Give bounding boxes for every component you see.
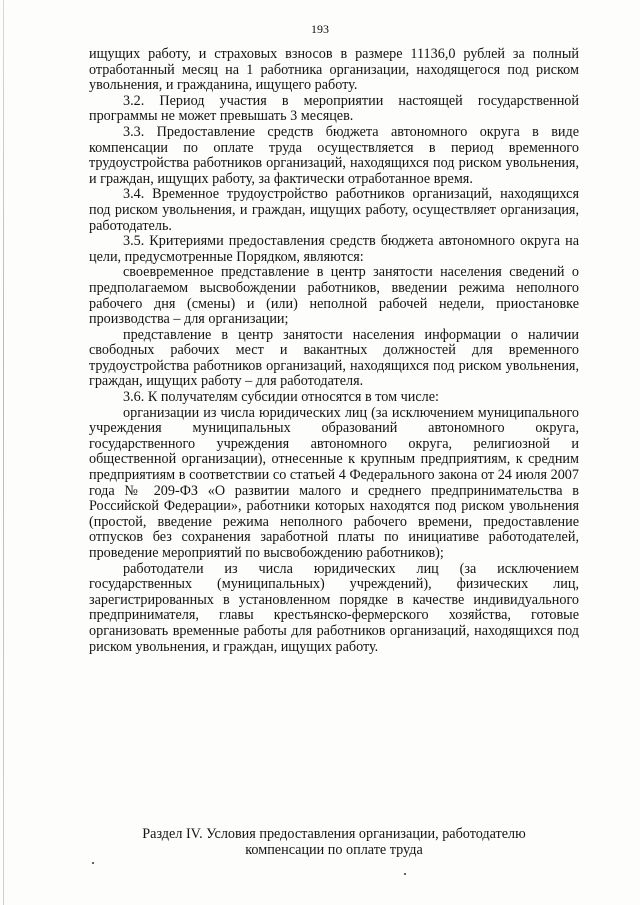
paragraph-continuation: ищущих работу, и страховых взносов в размере 11136,0 рублей за полный отработанный месяц на 1 работника организации, находящегося под риском увольнения, и гражданина, ищущего работу.: [89, 46, 579, 94]
scan-speck: [404, 873, 406, 875]
criteria-item-2: представление в центр занятости населения информации о наличии свободных рабочих мест и вакантных должностей для временного трудоустройства работников организаций, находящихся под риском увольнения, граждан, ищущих работу – для работодателя.: [89, 326, 579, 390]
section-heading-line-2: компенсации по оплате труда: [245, 842, 423, 858]
paragraph-3-2: 3.2. Период участия в мероприятии настоящей государственной программы не может превышать 3 месяцев.: [89, 92, 579, 125]
section-heading: [89, 826, 579, 858]
section-heading-line-1: Раздел IV. Условия предоставления организации, работодателю: [142, 826, 526, 842]
scan-speck: [92, 862, 94, 864]
body-text: [89, 47, 579, 655]
recipients-item-1: организации из числа юридических лиц (за исключением муниципального учреждения муниципальных образований автономного округа, государственного учреждения автономного округа, религиозной и общественной организации), отнесенные к крупным предприятиям, к средним предприятиям в соответствии со статьей 4 Федерального закона от 24 июля 2007 года № 209-ФЗ «О развитии малого и среднего предпринимательства в Российской Федерации», работники которых находятся под риском увольнения (простой, введение режима неполного рабочего времени, предоставление отпусков без сохранения заработной платы по инициативе работодателей, проведение мероприятий по высвобождению работников);: [89, 404, 579, 561]
paragraph-3-3: 3.3. Предоставление средств бюджета автономного округа в виде компенсации по оплате труда осуществляется в период временного трудоустройства работников организаций, находящихся под риском увольнения, и граждан, ищущих работу, за фактически отработанное время.: [89, 123, 579, 187]
paragraph-3-6: 3.6. К получателям субсидии относятся в том числе:: [123, 389, 439, 406]
paragraph-3-5: 3.5. Критериями предоставления средств бюджета автономного округа на цели, предусмотренные Порядком, являются:: [89, 233, 579, 265]
scan-edge: [3, 0, 4, 905]
page-number: 193: [311, 22, 329, 36]
recipients-item-2: работодатели из числа юридических лиц (за исключением государственных (муниципальных) учреждений), физических лиц, зарегистрированных в установленном порядке в качестве индивидуального предпринимателя, главы крестьянско-фермерского хозяйства, готовые организовать временные работы для работников организаций, находящихся под риском увольнения, и граждан, ищущих работу.: [89, 560, 579, 655]
paragraph-3-4: 3.4. Временное трудоустройство работников организаций, находящихся под риском увольнения, и граждан, ищущих работу, осуществляет организация, работодатель.: [89, 186, 579, 234]
criteria-item-1: своевременное представление в центр занятости населения сведений о предполагаемом высвобождении работников, введении режима неполного рабочего дня (смены) и (или) неполной рабочей недели, приостановке производства – для организации;: [89, 264, 579, 328]
